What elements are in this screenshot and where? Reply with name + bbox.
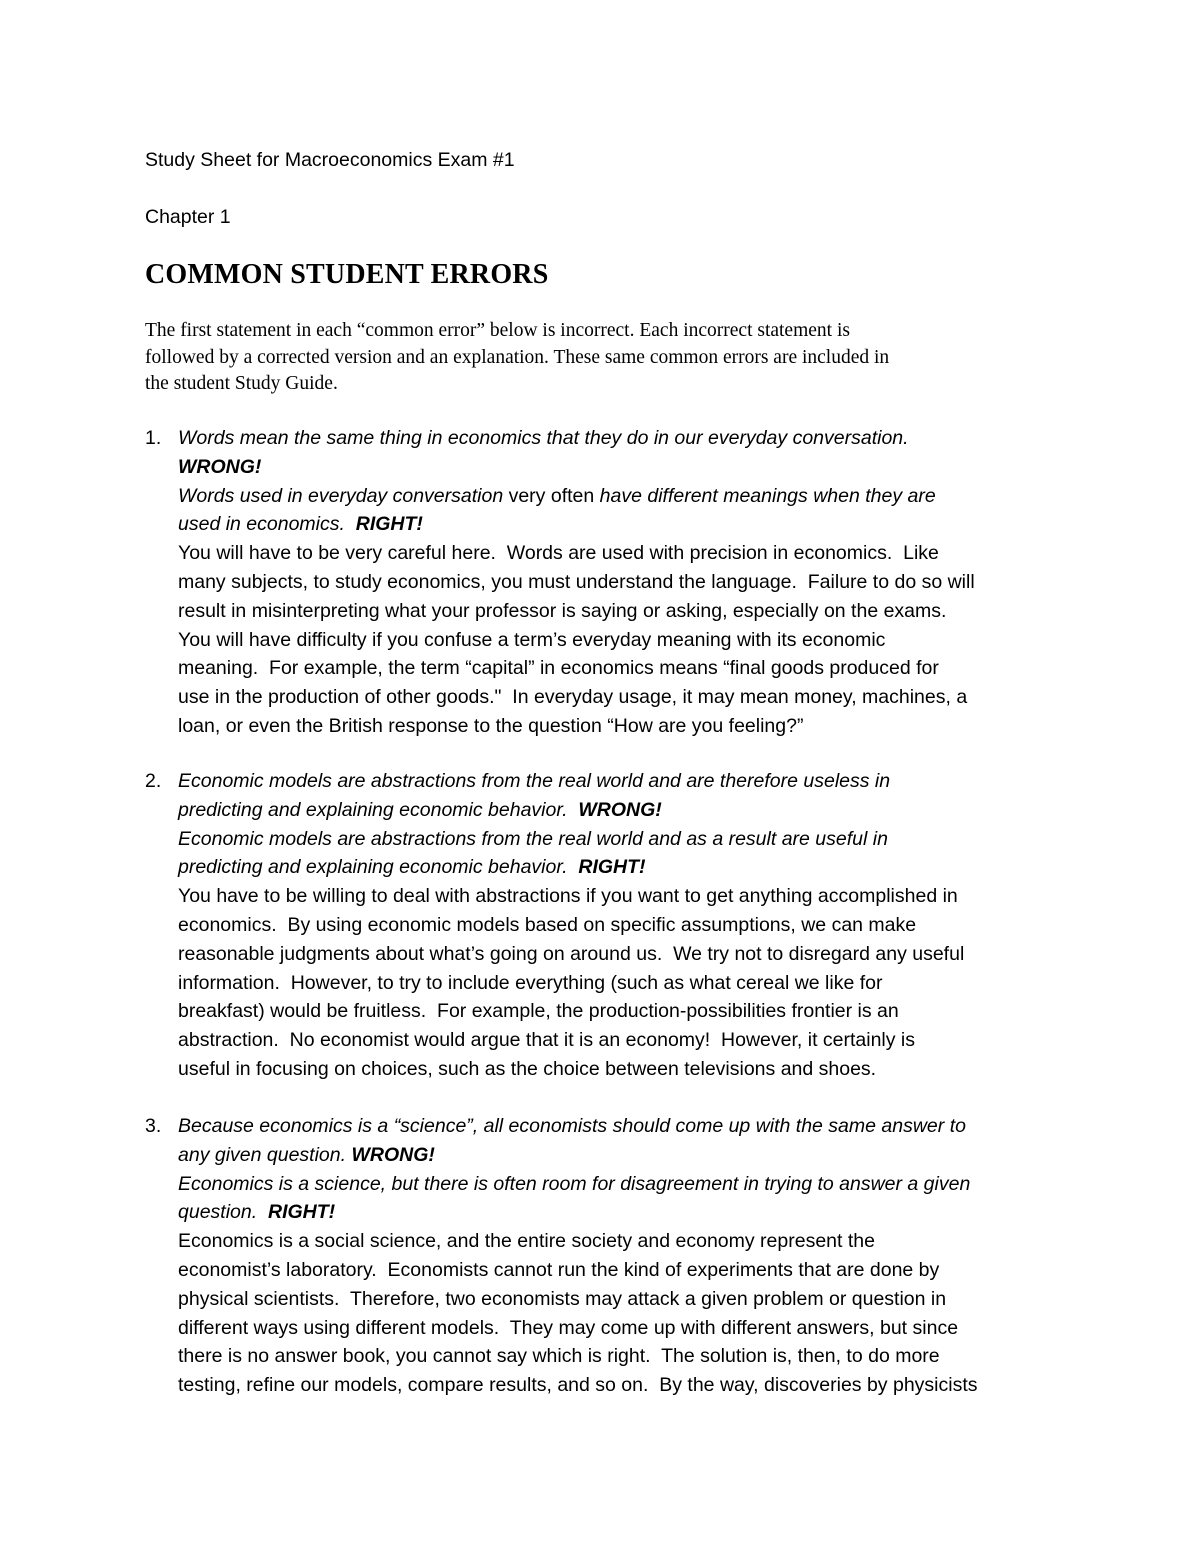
document-title: Study Sheet for Macroeconomics Exam #1	[145, 149, 515, 171]
item-number: 1.	[145, 427, 162, 449]
item-line	[178, 539, 1078, 568]
item-line	[178, 1342, 1078, 1371]
text-run: useful in focusing on choices, such as the choice between televisions and shoes.	[178, 1057, 877, 1080]
text-run: meaning. For example, the term “capital” in economics means “final goods produced for	[178, 657, 939, 680]
intro-line: The first statement in each “common error” below is incorrect. Each incorrect statement is	[145, 320, 850, 341]
item-line	[178, 510, 1078, 539]
text-run: have different meanings when they are	[599, 484, 936, 507]
intro-line: followed by a corrected version and an explanation. These same common errors are included in	[145, 346, 890, 368]
chapter-label: Chapter 1	[145, 206, 231, 228]
item-line	[178, 796, 1078, 825]
item-line	[178, 1026, 1078, 1055]
item-line	[178, 940, 1078, 969]
item-line	[178, 626, 1078, 655]
text-run: different ways using different models. They may come up with different answers, but since	[178, 1316, 959, 1339]
text-run: Words mean the same thing in economics that they do in our everyday conversation.	[178, 427, 909, 449]
item-line	[178, 969, 1078, 998]
text-run: question.	[178, 1201, 268, 1224]
item-line	[178, 453, 1078, 482]
text-run: You have to be willing to deal with abstractions if you want to get anything accomplished in	[178, 885, 958, 908]
text-run: any given question.	[178, 1143, 352, 1166]
item-line	[178, 853, 1078, 882]
item-number: 3.	[145, 1115, 162, 1137]
text-run: reasonable judgments about what’s going on around us. We try not to disregard any useful	[178, 942, 965, 965]
verdict-label: RIGHT!	[355, 513, 423, 536]
item-line	[178, 482, 1078, 511]
intro-line: the student Study Guide.	[145, 373, 338, 394]
item-line	[178, 1170, 1078, 1199]
text-run: result in misinterpreting what your professor is saying or asking, especially on the exams.	[178, 599, 947, 622]
item-line	[178, 597, 1078, 626]
text-run: there is no answer book, you cannot say which is right. The solution is, then, to do more	[178, 1345, 940, 1368]
text-run: Economic models are abstractions from the real world and as a result are useful in	[178, 827, 888, 850]
item-line	[178, 825, 1078, 854]
text-run: testing, refine our models, compare results, and so on. By the way, discoveries by physicists	[178, 1374, 978, 1397]
item-line	[178, 1112, 1078, 1141]
item-line	[178, 1314, 1078, 1343]
item-line	[178, 1198, 1078, 1227]
text-run: You will have difficulty if you confuse a term’s everyday meaning with its economic	[178, 628, 886, 651]
item-line	[178, 1227, 1078, 1256]
verdict-label: WRONG!	[351, 1143, 435, 1166]
text-run: physical scientists. Therefore, two economists may attack a given problem or question in	[178, 1287, 947, 1310]
item-line	[178, 882, 1078, 911]
item-line	[178, 683, 1078, 712]
text-run: predicting and explaining economic behavior.	[178, 798, 579, 821]
item-body	[178, 424, 1078, 741]
verdict-label: RIGHT!	[267, 1201, 336, 1224]
text-run: many subjects, to study economics, you must understand the language. Failure to do so will	[178, 570, 975, 593]
text-run: used in economics.	[178, 513, 356, 536]
text-run: predicting and explaining economic behavior.	[178, 856, 579, 879]
text-run: Economics is a social science, and the entire society and economy represent the	[178, 1230, 875, 1253]
item-line	[178, 1055, 1078, 1084]
text-run: very often	[503, 484, 600, 507]
item-line	[178, 424, 1078, 453]
verdict-label: WRONG!	[578, 798, 662, 821]
item-line	[178, 1256, 1078, 1285]
item-line	[178, 911, 1078, 940]
text-run: Words used in everyday conversation	[178, 484, 504, 507]
item-line	[178, 1371, 1078, 1400]
item-line	[178, 568, 1078, 597]
text-run: abstraction. No economist would argue that it is an economy! However, it certainly is	[178, 1029, 916, 1052]
verdict-label: WRONG!	[178, 455, 262, 478]
item-line	[178, 712, 1078, 741]
text-run: Because economics is a “science”, all economists should come up with the same answer to	[178, 1115, 966, 1137]
item-line	[178, 1141, 1078, 1170]
text-run: information. However, to try to include everything (such as what cereal we like for	[178, 971, 883, 994]
item-line	[178, 654, 1078, 683]
item-number: 2.	[145, 770, 162, 792]
text-run: loan, or even the British response to the question “How are you feeling?”	[178, 714, 804, 737]
text-run: use in the production of other goods." In everyday usage, it may mean money, machines, a	[178, 686, 968, 709]
text-run: Economics is a science, but there is often room for disagreement in trying to answer a given	[178, 1172, 971, 1195]
text-run: breakfast) would be fruitless. For example, the production-possibilities frontier is an	[178, 1000, 899, 1023]
section-heading: COMMON STUDENT ERRORS	[145, 259, 549, 290]
text-run: Economic models are abstractions from the real world and are therefore useless in	[178, 770, 891, 792]
item-line	[178, 767, 1078, 796]
item-body	[178, 1112, 1078, 1400]
item-body	[178, 767, 1078, 1084]
text-run: economist’s laboratory. Economists cannot run the kind of experiments that are done by	[178, 1258, 940, 1281]
item-line	[178, 997, 1078, 1026]
text-run: economics. By using economic models based on specific assumptions, we can make	[178, 913, 917, 936]
intro-paragraph	[145, 318, 1065, 398]
item-line	[178, 1285, 1078, 1314]
verdict-label: RIGHT!	[578, 856, 646, 879]
text-run: You will have to be very careful here. Words are used with precision in economics. Like	[178, 542, 939, 565]
